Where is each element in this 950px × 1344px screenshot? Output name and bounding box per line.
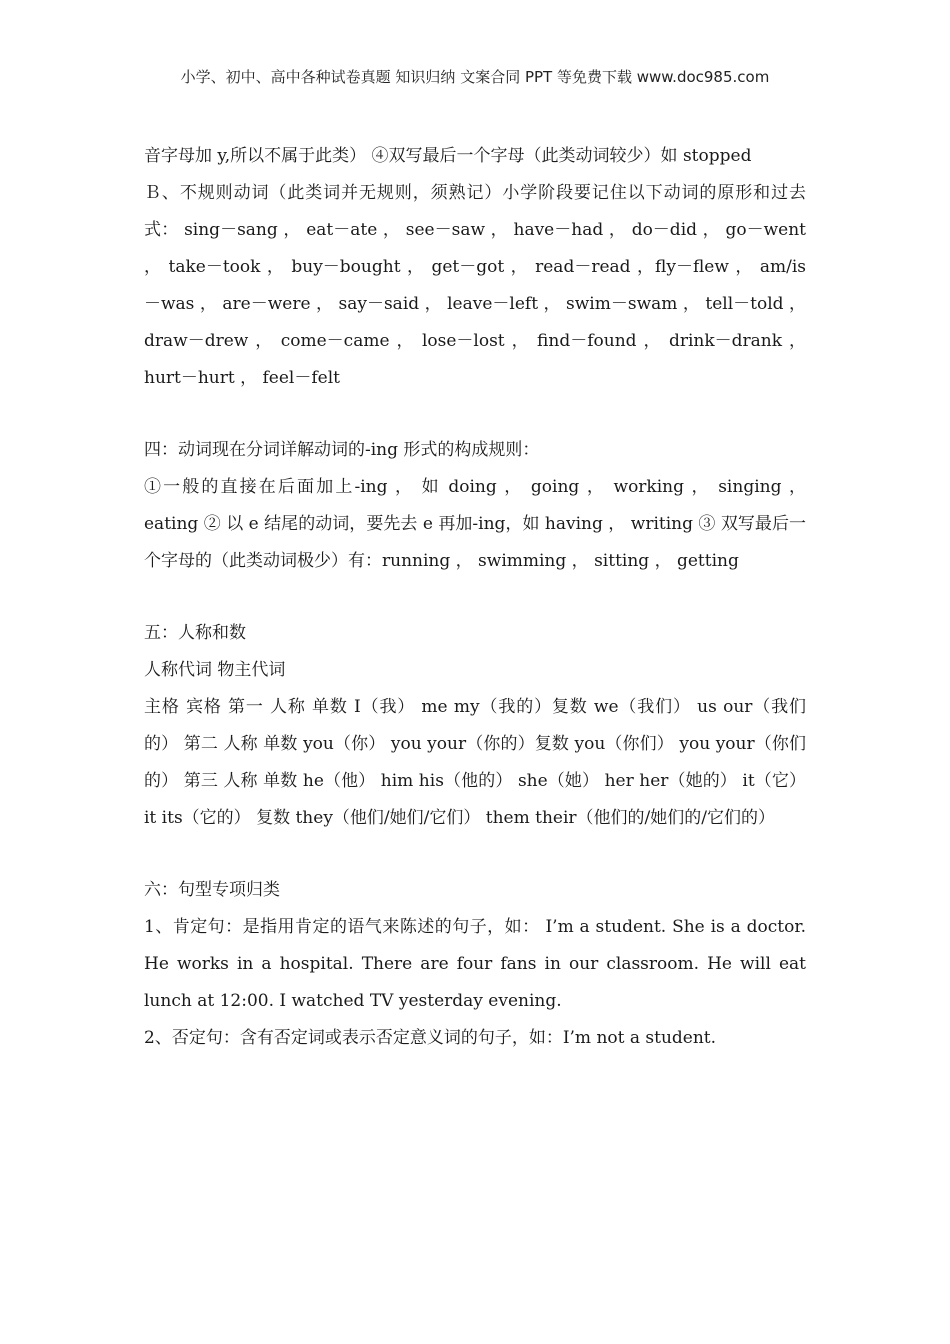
paragraph-affirmative: 1、肯定句：是指用肯定的语气来陈述的句子，如： I’m a student. She is a doctor. He works in a hospital. There are four fans in our classroom. He will eat lunch at 12:00. I watched TV yesterday evening. <box>144 917 806 1011</box>
section-heading-5: 五：人称和数 <box>144 623 246 643</box>
paragraph-ing-rules: ①一般的直接在后面加上-ing ， 如 doing ， going ， working ， singing ， eating ② 以 e 结尾的动词，要先去 e 再加-ing，如 having ， writing ③ 双写最后一个字母的（此类动词极少）有：running ， swimming ， sitting ， getting <box>144 477 806 571</box>
page-header: 小学、初中、高中各种试卷真题 知识归纳 文案合同 PPT 等免费下载 www.doc985.com <box>180 68 770 86</box>
section-heading-6: 六：句型专项归类 <box>144 880 280 900</box>
paragraph-pronoun-table: 主格 宾格 第一 人称 单数 I（我） me my（我的）复数 we（我们） us our（我们的） 第二 人称 单数 you（你） you your（你的）复数 you（你们） you your（你们的） 第三 人称 单数 he（他） him his（他的） she（她） her her（她的） it（它） it its（它的） 复数 they（他们/她们/它们） them their（他们的/她们的/它们的） <box>144 697 806 828</box>
document-body <box>144 138 806 1057</box>
paragraph-verb-doubling: 音字母加 y,所以不属于此类） ④双写最后一个字母（此类动词较少）如 stopped <box>144 146 752 166</box>
spacer <box>144 837 806 872</box>
paragraph-irregular-verbs: Ｂ、不规则动词（此类词并无规则，须熟记）小学阶段要记住以下动词的原形和过去式： sing－sang ， eat－ate ， see－saw ， have－had ， do－did ， go－went ， take－took ， buy－bought ， get－got ， read－read ，fly－flew ， am/is－was ， are－were ， say－said ， leave－left ， swim－swam ， tell－told ， draw－drew ， come－came ， lose－lost ， find－found ， drink－drank ， hurt－hurt ， feel－felt <box>144 183 806 388</box>
spacer <box>144 580 806 615</box>
paragraph-negative: 2、否定句：含有否定词或表示否定意义词的句子，如：I’m not a student. <box>144 1028 717 1048</box>
spacer <box>144 397 806 432</box>
subheading-pronouns: 人称代词 物主代词 <box>144 660 286 680</box>
section-heading-4: 四：动词现在分词详解动词的-ing 形式的构成规则： <box>144 440 540 460</box>
